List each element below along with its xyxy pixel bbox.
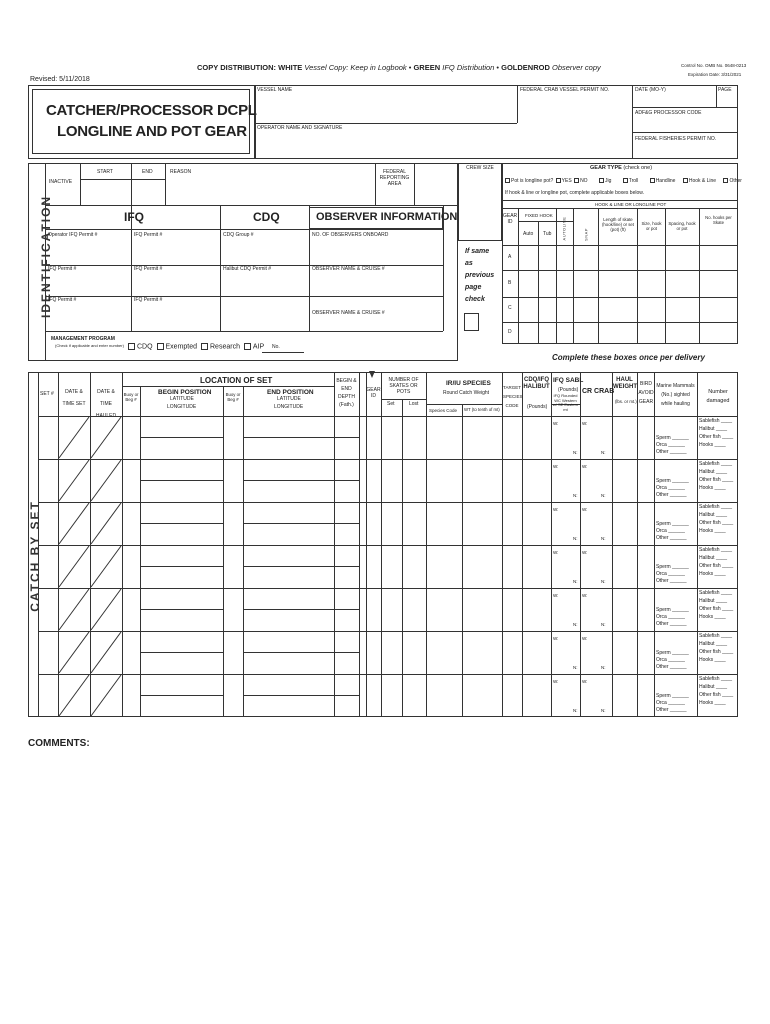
other-fish-label: Other fish ____: [699, 692, 734, 698]
date-time-hauled-cell[interactable]: [90, 416, 122, 459]
hook-size-label: Size, hook or pot: [641, 221, 662, 231]
w-label: W:: [553, 507, 559, 512]
date-time-set-header: DATE & TIME SET: [62, 389, 86, 407]
depth-divider: [334, 695, 359, 696]
hooks-label: Hooks ____: [699, 614, 726, 620]
table-row: [38, 416, 738, 417]
depth-divider: [334, 437, 359, 438]
if-same-note: If same as previous page check: [465, 248, 495, 303]
halibut-label: Halibut ____: [699, 555, 728, 561]
handline-checkbox[interactable]: [650, 178, 655, 183]
date-time-hauled-cell[interactable]: [90, 674, 122, 717]
w-label: W:: [582, 679, 588, 684]
hooks-label: Hooks ____: [699, 571, 726, 577]
other-fish-label: Other fish ____: [699, 563, 734, 569]
marine-mammals-header: Marine Mammals (No.) sighted while hauling: [656, 383, 695, 407]
hook-spacing-label: Spacing, hook or pot: [668, 221, 696, 231]
management-program-label: MANAGEMENT PROGRAM: [51, 336, 115, 342]
halibut-label: Halibut ____: [699, 684, 728, 690]
autoline-label: AUTOLINE: [561, 216, 567, 241]
operator-name-field[interactable]: OPERATOR NAME AND SIGNATURE: [257, 125, 343, 131]
buoy-header-begin: Buoy or Beg #: [123, 392, 139, 402]
sperm-label: Sperm ______: [656, 435, 689, 441]
expiration-date: Expiration Date: 3/31/2021: [688, 72, 742, 77]
date-time-set-cell[interactable]: [58, 631, 90, 674]
date-time-hauled-cell[interactable]: [90, 545, 122, 588]
skates-set-header: Set: [387, 401, 395, 407]
observer-name-2[interactable]: OBSERVER NAME & CRUISE #: [312, 310, 385, 316]
w-label: W:: [582, 507, 588, 512]
sperm-label: Sperm ______: [656, 650, 689, 656]
n-label: N:: [573, 493, 578, 498]
date-field[interactable]: DATE (MO-Y): [635, 87, 666, 93]
begin-lat-lon-divider: [140, 523, 223, 524]
depth-divider: [334, 480, 359, 481]
n-label: N:: [573, 665, 578, 670]
auto-label: Auto: [523, 231, 534, 237]
w-label: W:: [582, 421, 588, 426]
ifq-sabl-header: IFQ SABL: [553, 377, 584, 384]
n-label: N:: [573, 450, 578, 455]
no-checkbox[interactable]: [574, 178, 579, 183]
hook-line-header: HOOK & LINE OR LONGLINE POT: [595, 202, 667, 207]
halibut-label: Halibut ____: [699, 641, 728, 647]
halibut-label: Halibut ____: [699, 426, 728, 432]
sperm-label: Sperm ______: [656, 564, 689, 570]
other-mammal-label: Other ______: [656, 621, 687, 627]
gear-type-title: GEAR TYPE (check one): [590, 165, 653, 171]
cdq-ifq-halibut-header: CDQ/IFQ HALIBUT: [523, 377, 550, 390]
end-lat-lon-divider: [243, 523, 334, 524]
federal-fisheries-permit-field[interactable]: FEDERAL FISHERIES PERMIT NO.: [635, 136, 717, 142]
species-code-header: Species Code: [429, 408, 458, 413]
end-position-header: END POSITION: [267, 389, 314, 396]
ifq-permit-3[interactable]: IFQ Permit #: [134, 266, 163, 272]
depth-divider: [334, 652, 359, 653]
aip-checkbox[interactable]: [244, 343, 251, 350]
other-mammal-label: Other ______: [656, 535, 687, 541]
date-time-set-cell[interactable]: [58, 674, 90, 717]
federal-crab-permit-field[interactable]: FEDERAL CRAB VESSEL PERMIT NO.: [520, 87, 610, 93]
table-row: [38, 631, 738, 632]
inactive-label: INACTIVE: [49, 179, 73, 185]
date-time-set-cell[interactable]: [58, 416, 90, 459]
form-title-line2: LONGLINE AND POT GEAR: [57, 123, 247, 140]
table-row: [38, 459, 738, 460]
sablefish-label: Sablefish ____: [699, 633, 733, 639]
gear-row-c: C: [508, 305, 512, 311]
begin-lat-lon-divider: [140, 695, 223, 696]
sperm-label: Sperm ______: [656, 607, 689, 613]
hooks-label: Hooks ____: [699, 528, 726, 534]
begin-lat-lon-divider: [140, 437, 223, 438]
revised-date: Revised: 5/11/2018: [30, 76, 90, 83]
longline-pot-checkbox[interactable]: [505, 178, 510, 183]
haul-weight-header: HAUL WEIGHT: [613, 377, 637, 390]
depth-divider: [334, 609, 359, 610]
other-mammal-label: Other ______: [656, 492, 687, 498]
fixed-hook-label: FIXED HOOK: [525, 213, 553, 218]
gear-type-options: Pot is longline pot? YES NO Jig Troll Handline Hook & Line Other: [505, 178, 742, 185]
w-label: W:: [553, 679, 559, 684]
catch-by-set-label: CATCH BY SET: [28, 500, 42, 612]
sablefish-label: Sablefish ____: [699, 590, 733, 596]
start-label: START: [97, 169, 113, 175]
orca-label: Orca ______: [656, 442, 685, 448]
operator-ifq-permit[interactable]: Operator IFQ Permit #: [48, 232, 98, 238]
w-label: W:: [582, 550, 588, 555]
n-label: N:: [573, 622, 578, 627]
n-label: N:: [601, 708, 606, 713]
end-lat-lon-divider: [243, 437, 334, 438]
table-row: [38, 588, 738, 589]
exempted-checkbox[interactable]: [157, 343, 164, 350]
location-of-set-header: LOCATION OF SET: [200, 376, 273, 385]
sablefish-label: Sablefish ____: [699, 418, 733, 424]
adfg-code-field[interactable]: ADF&G PROCESSOR CODE: [635, 110, 702, 116]
cdq-header: CDQ: [253, 210, 280, 224]
gear-id-label: GEAR ID: [503, 213, 518, 225]
halibut-label: Halibut ____: [699, 512, 728, 518]
ir-iu-header: IR/IU SPECIES: [446, 380, 491, 387]
hook-line-checkbox[interactable]: [683, 178, 688, 183]
ifq-permit-4[interactable]: IFQ Permit #: [48, 297, 77, 303]
buoy-header-end: Buoy or Beg #: [225, 392, 241, 402]
sablefish-label: Sablefish ____: [699, 676, 733, 682]
other-fish-label: Other fish ____: [699, 434, 734, 440]
w-label: W:: [582, 464, 588, 469]
federal-reporting-area-label: FEDERAL REPORTING AREA: [379, 169, 410, 187]
n-label: N:: [601, 536, 606, 541]
catch-gear-id-header: GEAR ID: [366, 387, 381, 399]
begin-lat-lon-divider: [140, 652, 223, 653]
hooks-per-skate-label: No. hooks per Skate: [705, 215, 732, 225]
troll-checkbox[interactable]: [623, 178, 628, 183]
down-arrow-icon: [369, 371, 375, 378]
date-time-hauled-cell[interactable]: [90, 502, 122, 545]
n-label: N:: [601, 493, 606, 498]
other-mammal-label: Other ______: [656, 449, 687, 455]
n-label: N:: [573, 579, 578, 584]
date-time-hauled-cell[interactable]: [90, 588, 122, 631]
date-time-hauled-cell[interactable]: [90, 631, 122, 674]
begin-position-header: BEGIN POSITION: [158, 389, 212, 396]
skate-length-label: Length of skate (hook/line) or set (pot) (ft): [601, 217, 634, 232]
copy-distribution: COPY DISTRIBUTION: WHITE Vessel Copy: Keep in Logbook • GREEN IFQ Distribution • GOLDENROD Observer copy: [197, 63, 601, 72]
bird-avoid-header: BIRD AVOID GEAR: [638, 381, 654, 405]
end-lat-lon-divider: [243, 480, 334, 481]
end-lat-lon-divider: [243, 609, 334, 610]
research-checkbox[interactable]: [201, 343, 208, 350]
w-label: W:: [553, 550, 559, 555]
w-label: W:: [553, 421, 559, 426]
vessel-info-grid: [255, 85, 738, 159]
mgmt-options: CDQ Exempted Research AIP No.: [128, 343, 280, 351]
vessel-name-field[interactable]: VESSEL NAME: [257, 87, 293, 93]
cr-crab-header: CR CRAB: [582, 388, 615, 395]
hooks-label: Hooks ____: [699, 485, 726, 491]
other-fish-label: Other fish ____: [699, 520, 734, 526]
sablefish-label: Sablefish ____: [699, 504, 733, 510]
tub-label: Tub: [543, 231, 552, 237]
hooks-label: Hooks ____: [699, 700, 726, 706]
other-fish-label: Other fish ____: [699, 649, 734, 655]
date-time-set-cell[interactable]: [58, 459, 90, 502]
form-title-line1: CATCHER/PROCESSOR DCPL: [46, 102, 257, 119]
sperm-label: Sperm ______: [656, 693, 689, 699]
orca-label: Orca ______: [656, 571, 685, 577]
sabl-pounds: (Pounds): [558, 387, 579, 393]
number-damaged-header: Number damaged: [706, 389, 730, 404]
if-same-checkbox[interactable]: [464, 313, 479, 331]
other-mammal-label: Other ______: [656, 578, 687, 584]
w-label: W:: [553, 593, 559, 598]
yes-checkbox[interactable]: [556, 178, 561, 183]
n-label: N:: [601, 665, 606, 670]
mgmt-number-line[interactable]: [262, 352, 304, 353]
begin-lat-lon-divider: [140, 566, 223, 567]
number-skates-header: NUMBER OF SKATES OR POTS: [388, 377, 419, 395]
date-time-set-cell[interactable]: [58, 502, 90, 545]
halibut-label: Halibut ____: [699, 598, 728, 604]
set-number-header: SET #: [40, 391, 54, 397]
w-label: W:: [553, 636, 559, 641]
hooks-label: Hooks ____: [699, 442, 726, 448]
snap-label: SNAP: [583, 228, 589, 241]
cdq-group[interactable]: CDQ Group #: [223, 232, 254, 238]
sperm-label: Sperm ______: [656, 478, 689, 484]
n-label: N:: [601, 579, 606, 584]
target-species-header: TARGET SPECIES CODE: [503, 385, 523, 408]
w-label: W:: [553, 464, 559, 469]
n-label: N:: [601, 622, 606, 627]
reason-label: REASON: [170, 169, 192, 175]
orca-label: Orca ______: [656, 700, 685, 706]
w-label: W:: [582, 593, 588, 598]
other-fish-label: Other fish ____: [699, 477, 734, 483]
sperm-label: Sperm ______: [656, 521, 689, 527]
no-observers[interactable]: NO. OF OBSERVERS ONBOARD: [312, 232, 389, 238]
control-number: Control No. OMB No. 0648-0213: [681, 63, 747, 68]
orca-label: Orca ______: [656, 528, 685, 534]
begin-lat-lon-divider: [140, 609, 223, 610]
other-mammal-label: Other ______: [656, 707, 687, 713]
n-label: N:: [573, 536, 578, 541]
end-longitude: LONGITUDE: [274, 404, 304, 410]
other-gear-checkbox[interactable]: [723, 178, 728, 183]
cdq-checkbox[interactable]: [128, 343, 135, 350]
observer-name-1[interactable]: OBSERVER NAME & CRUISE #: [312, 266, 385, 272]
end-label: END: [142, 169, 153, 175]
end-lat-lon-divider: [243, 695, 334, 696]
ifq-header: IFQ: [124, 210, 144, 224]
n-label: N:: [601, 450, 606, 455]
gear-row-a: A: [508, 254, 512, 260]
w-label: W:: [582, 636, 588, 641]
lbs-mt-label: (lbs. or mt.): [615, 399, 637, 404]
identification-label: IDENTIFICATION: [39, 194, 53, 318]
observer-info-header: OBSERVER INFORMATION: [316, 211, 458, 223]
skates-lost-header: Lost: [409, 401, 419, 407]
table-row: [38, 674, 738, 675]
other-mammal-label: Other ______: [656, 664, 687, 670]
date-time-set-cell[interactable]: [58, 588, 90, 631]
halibut-cdq-permit[interactable]: Halibut CDQ Permit #: [223, 266, 272, 272]
begin-longitude: LONGITUDE: [167, 404, 197, 410]
management-program-note: (Check if applicable and enter number): [55, 343, 124, 348]
begin-latitude: LATITUDE: [170, 396, 194, 402]
ifq-permit-5[interactable]: IFQ Permit #: [134, 297, 163, 303]
comments-label: COMMENTS:: [28, 738, 90, 749]
depth-header: BEGIN & END DEPTH (Fath.): [336, 378, 357, 408]
sabl-note: IFQ Rounded WC Western w/ SE Eastern mt: [552, 393, 579, 412]
halibut-label: Halibut ____: [699, 469, 728, 475]
end-latitude: LATITUDE: [277, 396, 301, 402]
ifq-permit-1[interactable]: IFQ Permit #: [134, 232, 163, 238]
halibut-pounds: (Pounds): [527, 404, 548, 410]
gear-row-b: B: [508, 280, 512, 286]
wt-header: WT (to tenth of mt): [464, 407, 500, 412]
sablefish-label: Sablefish ____: [699, 547, 733, 553]
complete-once-note: Complete these boxes once per delivery: [552, 353, 705, 362]
gear-instruction: If hook & line or longline pot, complete applicable boxes below.: [505, 190, 644, 196]
table-row: [38, 502, 738, 503]
orca-label: Orca ______: [656, 657, 685, 663]
orca-label: Orca ______: [656, 614, 685, 620]
end-lat-lon-divider: [243, 566, 334, 567]
hooks-label: Hooks ____: [699, 657, 726, 663]
other-fish-label: Other fish ____: [699, 606, 734, 612]
date-time-set-cell[interactable]: [58, 545, 90, 588]
orca-label: Orca ______: [656, 485, 685, 491]
sablefish-label: Sablefish ____: [699, 461, 733, 467]
depth-divider: [334, 523, 359, 524]
end-lat-lon-divider: [243, 652, 334, 653]
jig-checkbox[interactable]: [599, 178, 604, 183]
table-row: [38, 545, 738, 546]
page-field[interactable]: PAGE: [718, 87, 732, 93]
n-label: N:: [573, 708, 578, 713]
gear-row-d: D: [508, 329, 512, 335]
depth-divider: [334, 566, 359, 567]
ifq-permit-2[interactable]: IFQ Permit #: [48, 266, 77, 272]
round-catch-header: Round Catch Weight: [443, 390, 490, 396]
date-time-hauled-header: DATE & TIME HAULED: [95, 389, 117, 419]
crew-size-label: CREW SIZE: [466, 165, 494, 171]
date-time-hauled-cell[interactable]: [90, 459, 122, 502]
begin-lat-lon-divider: [140, 480, 223, 481]
